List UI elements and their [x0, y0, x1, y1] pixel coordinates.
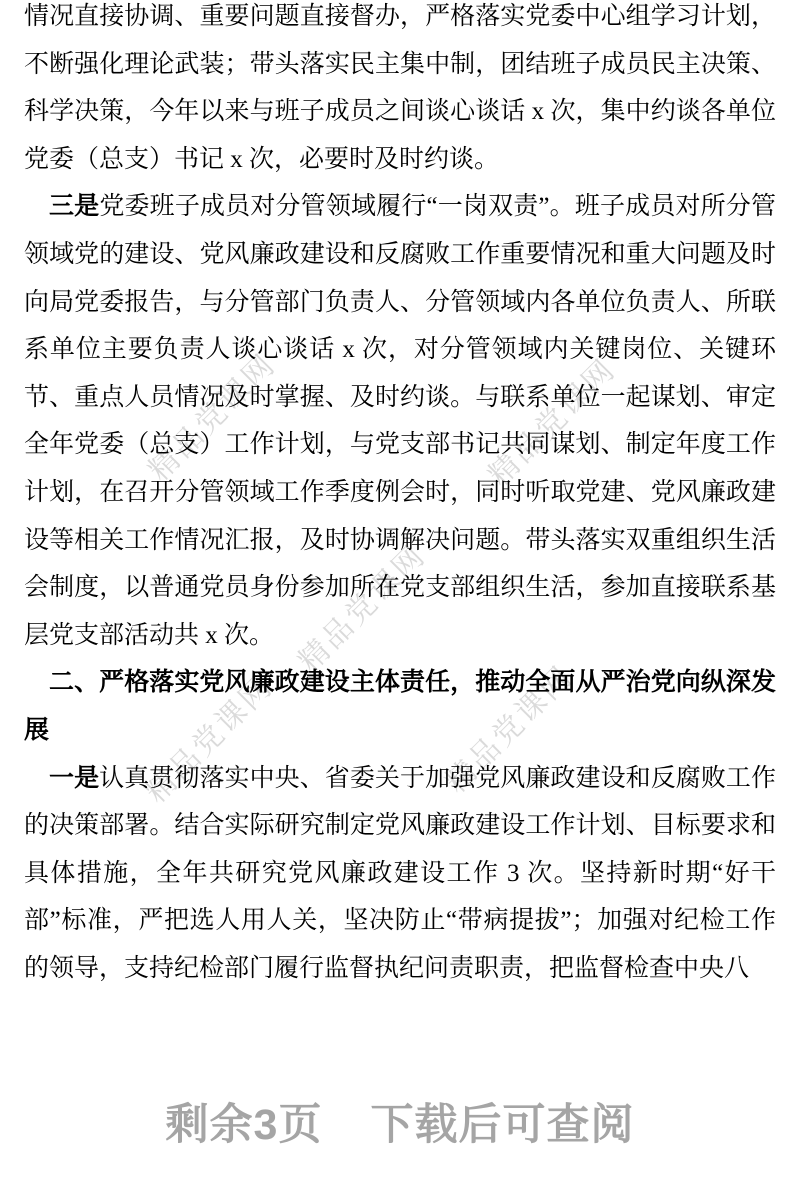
watermark-text: 精品党课网 [292, 538, 433, 679]
document-body [24, 0, 776, 992]
text-run: 情况直接协调、重要问题直接督办，严格落实党委中心组学习计划，不断强化理论武装；带头落实民主集中制，团结班子成员民主决策、科学决策，今年以来与班子成员之间谈心谈话 x 次，集中约谈各单位党委（总支）书记 x 次，必要时及时约谈。 [24, 3, 776, 173]
text-run: 认真贯彻落实中央、省委关于加强党风廉政建设和反腐败工作的决策部署。结合实际研究制定党风廉政建设工作计划、目标要求和具体措施，全年共研究党风廉政建设工作 3 次。坚持新时期“好干部”标准，严把选人用人关，坚决防止“带病提拔”；加强对纪检工作的领导，支持纪检部门履行监督执纪问责职责，把监督检查中央八 [24, 764, 776, 982]
download-to-view-label: 下载后可查阅 [370, 1101, 635, 1149]
bold-run: 三是 [49, 192, 100, 221]
section-heading [24, 659, 776, 754]
paragraph [24, 0, 776, 183]
watermark-text: 精品党课网 [142, 347, 283, 488]
bold-run: 一是 [49, 763, 100, 792]
watermark-text: 精品党课网 [482, 352, 623, 493]
remaining-pages-label: 剩余3页 [165, 1101, 323, 1149]
text-run: 党委班子成员对分管领域履行“一岗双责”。班子成员对所分管领域党的建设、党风廉政建设和反腐败工作重要情况和重大问题及时向局党委报告，与分管部门负责人、分管领域内各单位负责人、所联系单位主要负责人谈心谈话 x 次，对分管领域内关键岗位、关键环节、重点人员情况及时掌握、及时约谈。与联系单位一起谋划、审定全年党委（总支）工作计划，与党支部书记共同谋划、制定年度工作计划，在召开分管领域工作季度例会时，同时听取党建、党风廉政建设等相关工作情况汇报，及时协调解决问题。带头落实双重组织生活会制度，以普通党员身份参加所在党支部组织生活，参加直接联系基层党支部活动共 x 次。 [24, 193, 776, 649]
preview-footer [0, 1091, 800, 1152]
watermark-text: 精品党课网 [439, 659, 580, 800]
paragraph [24, 183, 776, 659]
watermark-text: 精品党课网 [139, 669, 280, 810]
paragraph [24, 755, 776, 993]
bold-run: 二、严格落实党风廉政建设主体责任，推动全面从严治党向纵深发展 [24, 668, 776, 744]
